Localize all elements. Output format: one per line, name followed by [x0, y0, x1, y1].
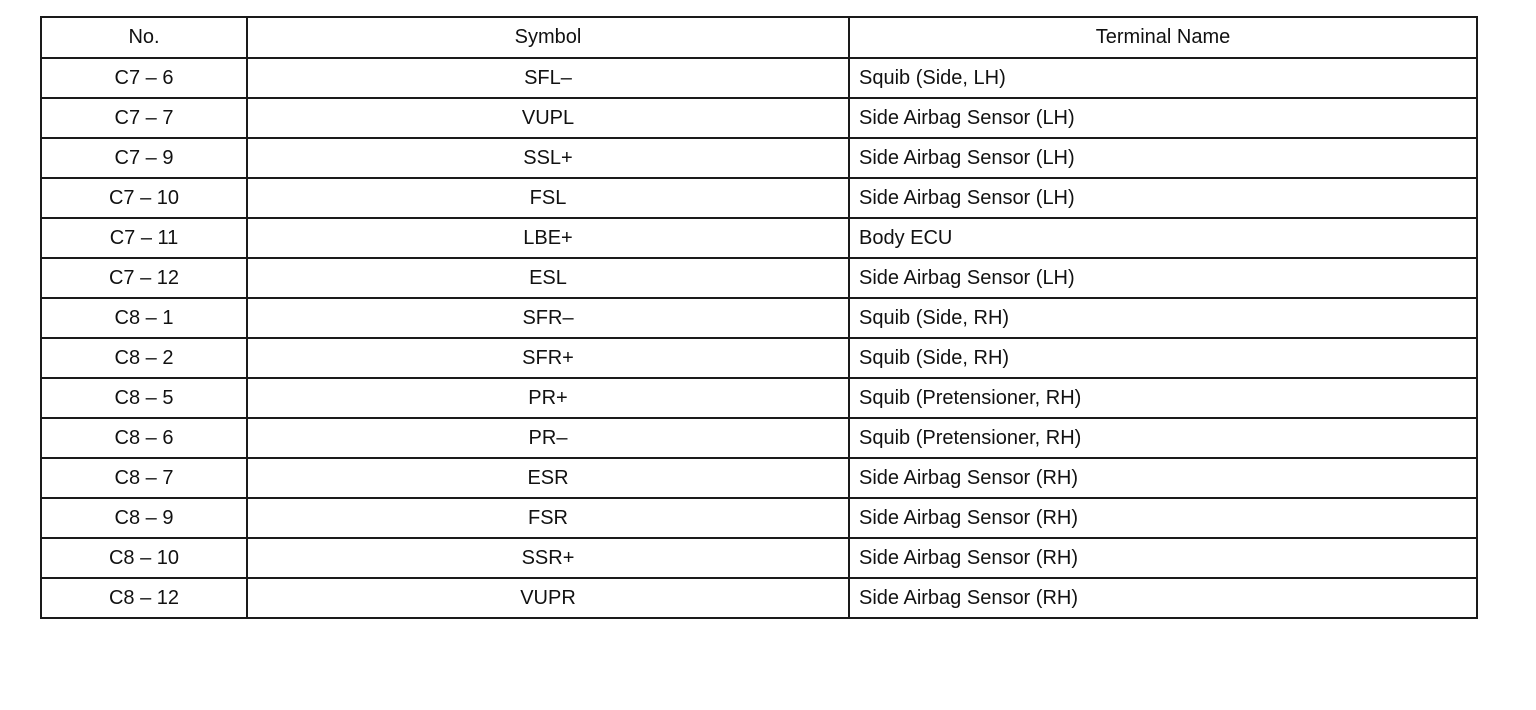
cell-terminal-name: Side Airbag Sensor (RH): [849, 498, 1477, 538]
cell-no: C8 – 1: [41, 298, 247, 338]
cell-symbol: SFL–: [247, 58, 849, 98]
cell-no: C8 – 6: [41, 418, 247, 458]
table-row: [41, 458, 1477, 498]
cell-symbol: PR+: [247, 378, 849, 418]
cell-no: C8 – 12: [41, 578, 247, 618]
cell-symbol: VUPL: [247, 98, 849, 138]
column-header-symbol: Symbol: [247, 17, 849, 58]
cell-terminal-name: Side Airbag Sensor (RH): [849, 538, 1477, 578]
table-row: [41, 378, 1477, 418]
column-header-no: No.: [41, 17, 247, 58]
table-row: [41, 418, 1477, 458]
cell-symbol: SFR+: [247, 338, 849, 378]
cell-terminal-name: Side Airbag Sensor (RH): [849, 578, 1477, 618]
cell-terminal-name: Side Airbag Sensor (LH): [849, 138, 1477, 178]
cell-terminal-name: Side Airbag Sensor (LH): [849, 98, 1477, 138]
cell-symbol: VUPR: [247, 578, 849, 618]
cell-no: C7 – 7: [41, 98, 247, 138]
cell-symbol: FSL: [247, 178, 849, 218]
table-row: [41, 98, 1477, 138]
table-header: [41, 17, 1477, 58]
cell-symbol: LBE+: [247, 218, 849, 258]
table-row: [41, 338, 1477, 378]
table-row: [41, 138, 1477, 178]
cell-symbol: SSR+: [247, 538, 849, 578]
table-row: [41, 538, 1477, 578]
terminal-table: [40, 16, 1478, 619]
cell-no: C8 – 2: [41, 338, 247, 378]
cell-symbol: SFR–: [247, 298, 849, 338]
table-row: [41, 218, 1477, 258]
cell-symbol: ESL: [247, 258, 849, 298]
table-row: [41, 58, 1477, 98]
cell-no: C8 – 9: [41, 498, 247, 538]
cell-terminal-name: Side Airbag Sensor (RH): [849, 458, 1477, 498]
cell-symbol: FSR: [247, 498, 849, 538]
table-row: [41, 258, 1477, 298]
cell-no: C8 – 5: [41, 378, 247, 418]
table-row: [41, 578, 1477, 618]
cell-no: C8 – 10: [41, 538, 247, 578]
cell-terminal-name: Squib (Side, RH): [849, 338, 1477, 378]
cell-terminal-name: Squib (Side, LH): [849, 58, 1477, 98]
table-row: [41, 498, 1477, 538]
cell-no: C7 – 12: [41, 258, 247, 298]
cell-terminal-name: Squib (Pretensioner, RH): [849, 418, 1477, 458]
column-header-terminal-name: Terminal Name: [849, 17, 1477, 58]
cell-terminal-name: Squib (Pretensioner, RH): [849, 378, 1477, 418]
cell-symbol: ESR: [247, 458, 849, 498]
table-row: [41, 178, 1477, 218]
cell-no: C7 – 11: [41, 218, 247, 258]
cell-symbol: SSL+: [247, 138, 849, 178]
table-row: [41, 298, 1477, 338]
cell-terminal-name: Body ECU: [849, 218, 1477, 258]
table-body: [41, 58, 1477, 618]
cell-no: C7 – 6: [41, 58, 247, 98]
cell-symbol: PR–: [247, 418, 849, 458]
cell-no: C7 – 9: [41, 138, 247, 178]
cell-terminal-name: Side Airbag Sensor (LH): [849, 258, 1477, 298]
cell-terminal-name: Squib (Side, RH): [849, 298, 1477, 338]
header-row: [41, 17, 1477, 58]
cell-no: C8 – 7: [41, 458, 247, 498]
cell-terminal-name: Side Airbag Sensor (LH): [849, 178, 1477, 218]
cell-no: C7 – 10: [41, 178, 247, 218]
